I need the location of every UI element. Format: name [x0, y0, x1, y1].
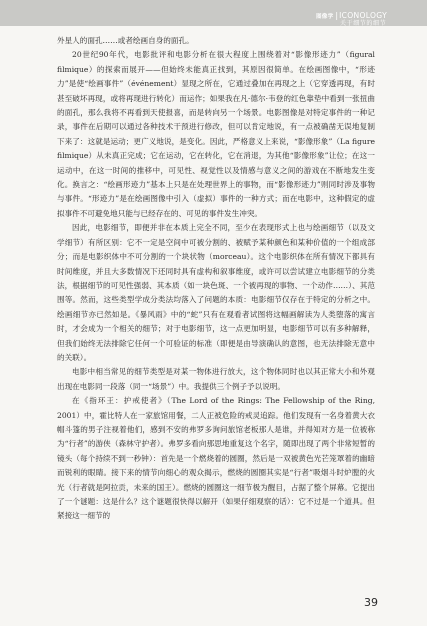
paragraph: 电影中相当常见的细节类型是对某一物体进行放大，这个物体同时也以其正常大小和外观出现在电影同一段落（同一“场景”）中。我提供三个例子予以说明。 — [57, 367, 375, 391]
paragraph: 20世纪90年代，电影批评和电影分析在很大程度上围绕着对“影像形迹力”（figural filmique）的探索而展开——但始终未能真正找到，其原因很简单。在绘画图像中，“形迹力”是使“绘画事件”（événement）显现之所在，它通过叠加在再现之上（它穿透再现，有时甚至破坏再现，或将再现进行转化）而运作；如果我在凡·德尔·韦登的红色靠垫中看到一张扭曲的面孔，那么我将不再看到天使报喜，而是转向另一个场景。电影图像是对特定事件的一种记录，事件在后期可以通过各种技术干预进行修改，但可以肯定地说，有一点被确凿无误地复制下来了：这就是运动；更广义地说，是变化。因此，严格意义上来说，“影像形象”（La figure filmique）从未真正完成；它在运动，它在转化，它在消退，为其他“影像形象”让位；在这一运动中，在这一时间的推移中，可见性、视觉性以及情感与意义之间的游戏在不断地发生变化。换言之：“绘画形迹力”基本上只是在处理世界上的事物，而“影像形迹力”则同时涉及事物与事件。“形迹力”是在绘画图像中引入（虚拟）事件的一种方式；而在电影中，这种假定的虚拟事件不可避免地只能与已经存在的、可见的事件发生冲突。 — [57, 50, 375, 218]
paragraph-continuation: 外星人的面孔……或者绘画自身的面孔。 — [57, 36, 194, 45]
page-number: 39 — [364, 596, 378, 609]
body-text — [57, 34, 375, 524]
header-separator: | — [335, 11, 339, 20]
series-name-english: ICONOLOGY — [339, 11, 388, 20]
paragraph: 因此，电影细节，即便并非在本质上完全不同，至少在表现形式上也与绘画细节（以及文学细节）有所区别：它不一定是空间中可被分割的、被赋予某种颜色和某种价值的一个组成部分；而是电影织体中不可分割的一个块状物（morceau）。这个电影织体在所有情况下都具有时间维度，并且大多数情况下还同时具有虚构和叙事维度，或许可以尝试建立电影细节的分类法，根据细节的可见性强弱、其本质（如一块色斑、一个被再现的事物、一个动作……）、其范围等。然而，这些类型学成分类法均落入了问题的本质：电影细节仅存在于特定的分析之中。绘画细节亦已然如是。《暴风雨》中的“蛇”只有在观看者试图将这幅画解读为人类堕落的寓言时，才会成为一个相关的细节；对于电影细节，这一点更加明显，电影细节可以有多种解释，但我们始终无法排除它任何一个可验证的标准（即便是由导演确认的意图，也无法排除无意中的关联）。 — [57, 223, 375, 362]
series-name: 图像学 — [316, 14, 334, 20]
chapter-subtitle: 关于细节的细节 — [340, 20, 387, 27]
paragraph: 在《指环王：护戒使者》（The Lord of the Rings: The Fellowship of the Ring, 2001）中，霍比特人在一家旅馆用餐，二人正被危险的戒灵追踪。他们发现有一名身着黄大衣帽斗篷的男子注视着他们，感到不安的弗罗多询问旅馆老板那人是谁，并得知对方是一位被称为“行者”的游侠（森林守护者）。弗罗多看向那思地重复这个名字，随即出现了两个非常短暂的镜头（每个持续不到一秒钟）：首先是一个燃烧着的圆圈，然后是一双被黄色光芒笼罩着的幽暗而锐利的眼睛。接下来的情节向细心的观众揭示，燃烧的圆圈其实是“行者”吸烟斗时炉膛的火光（行者就是阿拉贡，未来的国王）。燃烧的圆圈这一细节极为醒目，占据了整个屏幕。它提出了一个谜题：这是什么？这个谜题很快得以解开（如果仔细观察的话）：它不过是一个道具。但紧接这一细节的 — [57, 396, 375, 521]
